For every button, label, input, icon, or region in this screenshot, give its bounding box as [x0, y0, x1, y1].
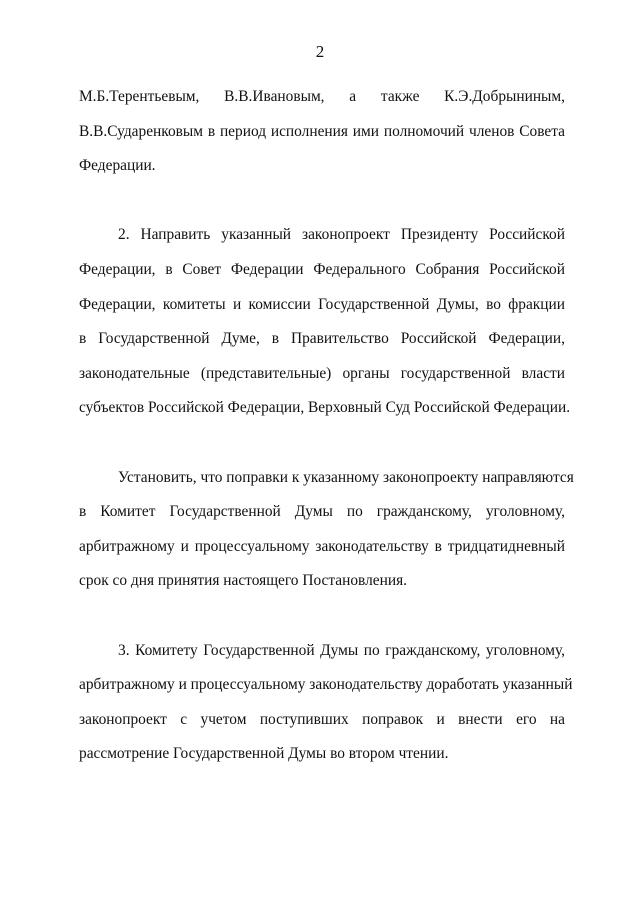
text-line: Федерации, комитеты и комиссии Государственной Думы, во фракции — [79, 295, 565, 313]
text-line: Федерации, в Совет Федерации Федерального Собрания Российской — [79, 260, 565, 278]
paragraph-amendments — [79, 461, 574, 599]
paragraph-item-2 — [79, 218, 571, 426]
text-line: законопроект с учетом поступивших поправок и внести его на — [79, 710, 565, 728]
text-line: 3. Комитету Государственной Думы по гражданскому, уголовному, — [118, 641, 565, 659]
text-line: В.В.Сударенковым в период исполнения ими полномочий членов Совета — [79, 122, 565, 140]
text-line: Установить, что поправки к указанному законопроекту направляются — [118, 468, 574, 486]
text-line: законодательные (представительные) органы государственной власти — [79, 364, 565, 382]
text-line: рассмотрение Государственной Думы во втором чтении. — [79, 745, 449, 763]
text-line: 2. Направить указанный законопроект Президенту Российской — [118, 226, 565, 244]
page-number: 2 — [315, 42, 325, 61]
paragraph-continuation — [79, 80, 565, 184]
document-body — [79, 80, 574, 772]
text-line: М.Б.Терентьевым, В.В.Ивановым, а также К.Э.Добрыниным, — [79, 88, 565, 105]
text-line: срок со дня принятия настоящего Постановления. — [79, 572, 408, 590]
text-line: Федерации. — [79, 157, 156, 175]
text-line: субъектов Российской Федерации, Верховный Суд Российской Федерации. — [79, 399, 571, 417]
text-line: арбитражному и процессуальному законодательству в тридцатидневный — [79, 537, 565, 555]
text-line: в Комитет Государственной Думы по гражданскому, уголовному, — [79, 503, 565, 521]
text-line: в Государственной Думе, в Правительство Российской Федерации, — [79, 330, 565, 348]
text-line: арбитражному и процессуальному законодательству доработать указанный — [79, 676, 573, 694]
paragraph-item-3 — [79, 634, 573, 772]
